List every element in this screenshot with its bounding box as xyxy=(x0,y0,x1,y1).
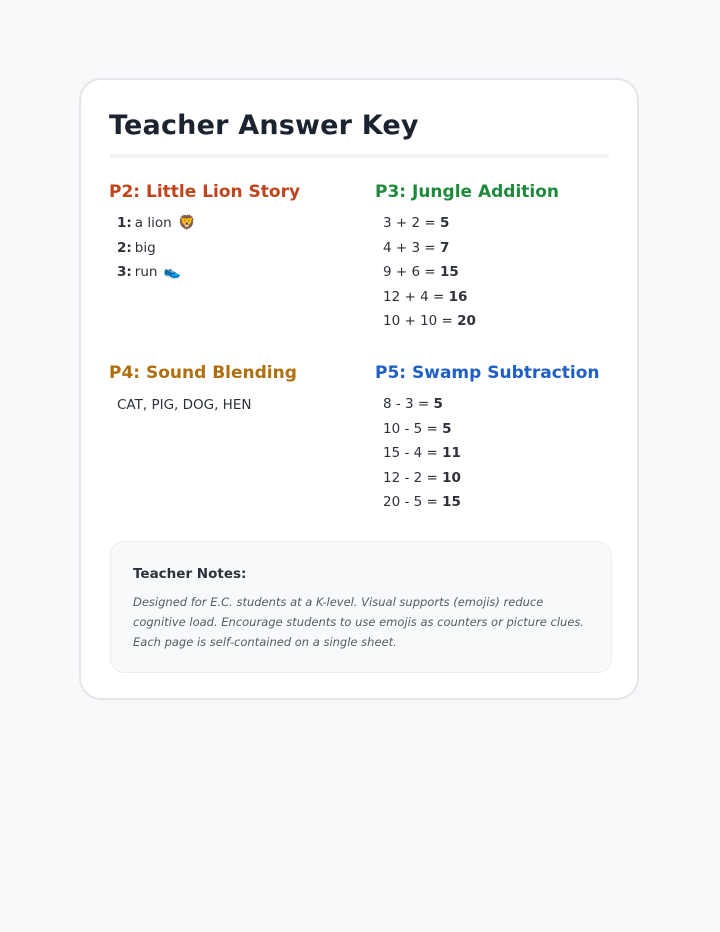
equation: 20 - 5 = xyxy=(383,494,443,511)
equation: 15 - 4 = xyxy=(383,445,443,462)
equation: 10 + 10 = xyxy=(383,313,458,330)
item-text: a lion xyxy=(134,215,172,231)
page-title: Teacher Answer Key xyxy=(109,110,419,141)
item-number: 2: xyxy=(117,239,132,256)
teacher-notes-body: Designed for E.C. students at a K-level. Visual supports (emojis) reduce cognitive load. Encourage students to use emojis as counters or picture clues. Each page is self-contained on a single sheet. xyxy=(133,595,585,649)
section-p3 xyxy=(375,180,615,334)
equation-answer: 20 xyxy=(457,313,476,330)
answer-key-card xyxy=(79,78,639,700)
list-item xyxy=(117,236,375,261)
list-item xyxy=(383,309,615,334)
equation-answer: 16 xyxy=(448,288,468,305)
equation-answer: 10 xyxy=(442,469,461,486)
list-item xyxy=(117,211,375,236)
section-p5 xyxy=(375,361,615,515)
equation-answer: 7 xyxy=(439,239,450,256)
item-number: 1: xyxy=(117,215,132,231)
list-item xyxy=(383,285,615,310)
item-number: 3: xyxy=(117,264,132,281)
list-item xyxy=(383,441,615,466)
equation-answer: 15 xyxy=(439,264,459,281)
equation: 10 - 5 = xyxy=(383,420,443,437)
equation-answer: 15 xyxy=(442,494,461,511)
answer-grid xyxy=(109,180,609,515)
list-item xyxy=(383,211,615,236)
equation-answer: 5 xyxy=(433,395,443,412)
teacher-notes-box xyxy=(110,541,612,673)
equation: 4 + 3 = xyxy=(383,239,440,256)
equation: 3 + 2 = xyxy=(383,215,440,231)
equation: 8 - 3 = xyxy=(383,395,434,412)
equation-answer: 5 xyxy=(442,420,452,437)
lion-icon: 🦁 xyxy=(177,215,196,231)
list-item xyxy=(383,490,615,515)
section-p4-heading: P4: Sound Blending xyxy=(109,362,297,383)
equation-answer: 11 xyxy=(442,445,461,462)
list-item xyxy=(383,417,615,442)
section-p3-list xyxy=(383,211,615,334)
list-item xyxy=(383,260,615,285)
equation: 12 + 4 = xyxy=(383,288,449,305)
section-p4-answer: CAT, PIG, DOG, HEN xyxy=(117,396,252,413)
equation: 12 - 2 = xyxy=(383,469,443,486)
section-p2 xyxy=(109,180,375,334)
teacher-notes-heading: Teacher Notes: xyxy=(133,566,247,582)
item-text: big xyxy=(134,239,156,256)
equation-answer: 5 xyxy=(439,215,450,231)
list-item xyxy=(383,392,615,417)
list-item xyxy=(383,236,615,261)
section-p5-heading: P5: Swamp Subtraction xyxy=(375,362,600,383)
section-p2-list xyxy=(117,211,375,285)
section-p5-list xyxy=(383,392,615,515)
section-p4 xyxy=(109,361,375,515)
equation: 9 + 6 = xyxy=(383,264,440,281)
title-divider xyxy=(109,154,609,158)
list-item xyxy=(383,466,615,491)
shoe-icon: 👟 xyxy=(163,264,182,281)
list-item xyxy=(117,260,375,285)
section-p3-heading: P3: Jungle Addition xyxy=(375,182,560,202)
section-p2-heading: P2: Little Lion Story xyxy=(109,182,301,202)
item-text: run xyxy=(134,264,158,281)
